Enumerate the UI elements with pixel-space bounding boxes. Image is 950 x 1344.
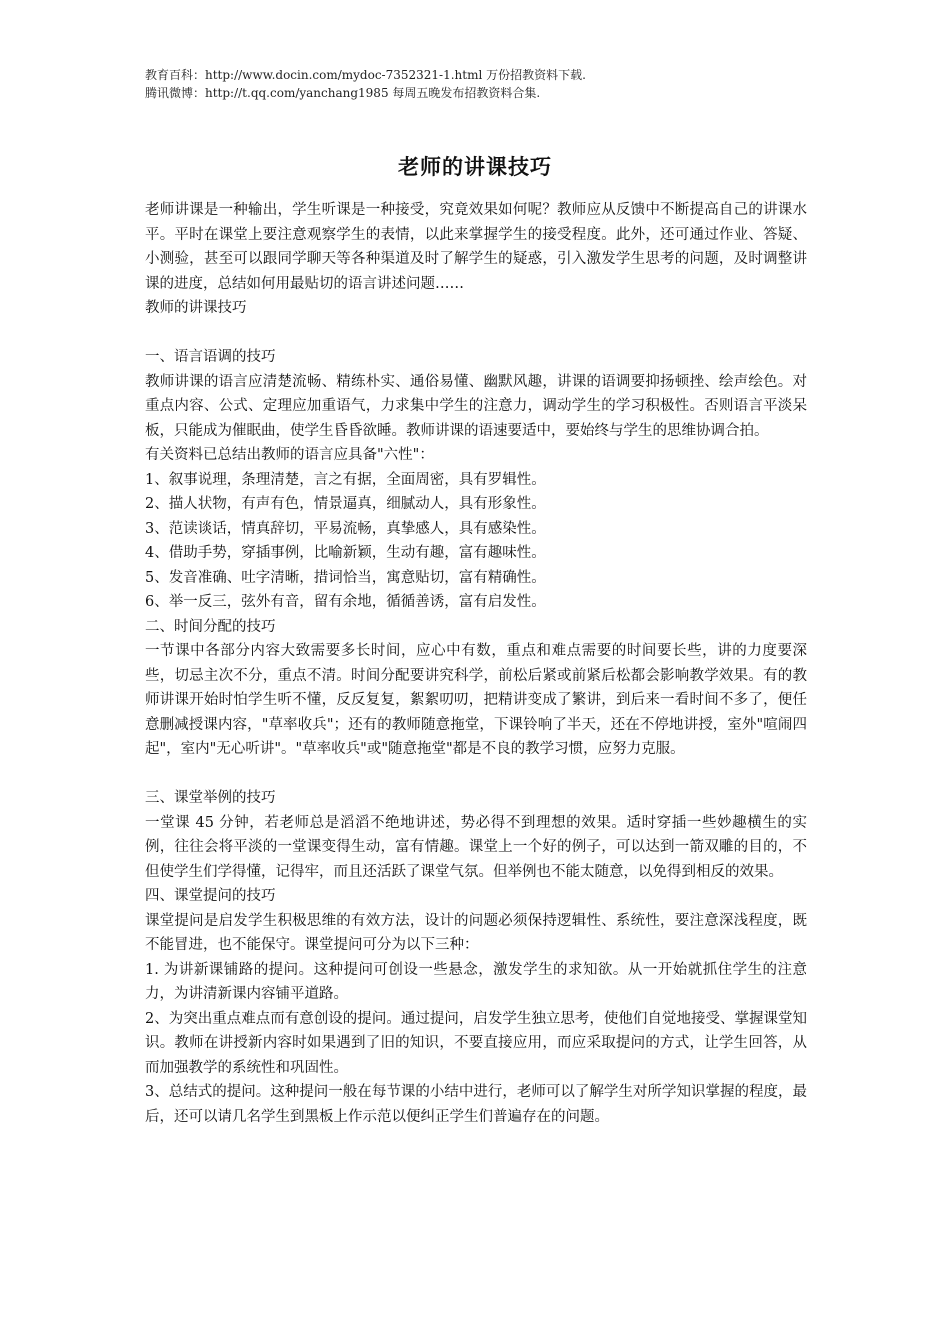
subtitle: 教师的讲课技巧 — [145, 300, 247, 316]
section3-paragraph: 一堂课 45 分钟，若老师总是滔滔不绝地讲述，势必得不到理想的效果。适时穿插一些妙趣横生的实例，往往会将平淡的一堂课变得生动，富有情趣。课堂上一个好的例子，可以达到一箭双雕的目的，不但使学生们学得懂，记得牢，而且还活跃了课堂气氛。但举例也不能太随意，以免得到相反的效果。 — [145, 814, 807, 880]
document-title: 老师的讲课技巧 — [398, 155, 552, 179]
section1-paragraph: 教师讲课的语言应清楚流畅、精练朴实、通俗易懂、幽默风趣，讲课的语调要抑扬顿挫、绘声绘色。对重点内容、公式、定理应加重语气，力求集中学生的注意力，调动学生的学习积极性。否则语言平淡呆板，只能成为催眠曲，使学生昏昏欲睡。教师讲课的语速要适中，要始终与学生的思维协调合拍。 — [145, 373, 807, 439]
list-item: 4、借助手势，穿插事例，比喻新颖，生动有趣，富有趣味性。 — [145, 545, 546, 561]
list-item: 6、举一反三，弦外有音，留有余地，循循善诱，富有启发性。 — [145, 594, 546, 610]
list-item: 3、范读谈话，情真辞切，平易流畅，真挚感人，具有感染性。 — [145, 520, 546, 537]
section2-heading: 二、时间分配的技巧 — [145, 618, 276, 635]
page-header — [145, 66, 825, 102]
intro-paragraph: 老师讲课是一种输出，学生听课是一种接受，究竟效果如何呢？教师应从反馈中不断提高自己的讲课水平。平时在课堂上要注意观察学生的表情，以此来掌握学生的接受程度。此外，还可通过作业、答疑、小测验，甚至可以跟同学聊天等各种渠道及时了解学生的疑惑，引入激发学生思考的问题，及时调整讲课的进度，总结如何用最贴切的语言讲述问题…… — [145, 202, 807, 292]
list-item: 1、叙事说理，条理清楚，言之有据，全面周密，具有罗辑性。 — [145, 471, 546, 488]
blank-line — [145, 321, 807, 346]
list-item: 5、发音准确、吐字清晰，措词恰当，寓意贴切，富有精确性。 — [145, 569, 546, 586]
section3-heading: 三、课堂举例的技巧 — [145, 790, 276, 806]
list-item: 3、总结式的提问。这种提问一般在每节课的小结中进行，老师可以了解学生对所学知识掌握的程度，最后，还可以请几名学生到黑板上作示范以便纠正学生们普遍存在的问题。 — [145, 1084, 807, 1125]
header-weibo-line: 腾讯微博：http://t.qq.com/yanchang1985 每周五晚发布招教资料合集. — [145, 86, 541, 100]
blank-line — [145, 762, 807, 787]
section2-paragraph: 一节课中各部分内容大致需要多长时间，应心中有数，重点和难点需要的时间要长些，讲的力度要深些，切忌主次不分，重点不清。时间分配要讲究科学，前松后紧或前紧后松都会影响教学效果。有的教师讲课开始时怕学生听不懂，反反复复，絮絮叨叨，把精讲变成了繁讲，到后来一看时间不多了，便任意删减授课内容，"草率收兵"；还有的教师随意拖堂，下课铃响了半天，还在不停地讲授，室外"喧闹四起"，室内"无心听讲"。"草率收兵"或"随意拖堂"都是不良的教学习惯，应努力克服。 — [145, 643, 807, 757]
header-docin-line: 教育百科：http://www.docin.com/mydoc-7352321-1.html 万份招教资料下载. — [145, 68, 586, 82]
section4-paragraph: 课堂提问是启发学生积极思维的有效方法，设计的问题必须保持逻辑性、系统性，要注意深浅程度，既不能冒进，也不能保守。课堂提问可分为以下三种： — [145, 912, 807, 953]
list-item: 1. 为讲新课铺路的提问。这种提问可创设一些悬念，激发学生的求知欲。从一开始就抓住学生的注意力，为讲清新课内容铺平道路。 — [145, 961, 807, 1002]
six-traits-intro: 有关资料已总结出教师的语言应具备"六性"： — [145, 447, 434, 463]
section4-heading: 四、课堂提问的技巧 — [145, 888, 276, 904]
document-body — [145, 198, 807, 1129]
section1-heading: 一、语言语调的技巧 — [145, 349, 276, 365]
list-item: 2、描人状物，有声有色，情景逼真，细腻动人，具有形象性。 — [145, 496, 546, 512]
list-item: 2、为突出重点难点而有意创设的提问。通过提问，启发学生独立思考，使他们自觉地接受、掌握课堂知识。教师在讲授新内容时如果遇到了旧的知识，不要直接应用，而应采取提问的方式，让学生回答，从而加强教学的系统性和巩固性。 — [145, 1010, 807, 1076]
